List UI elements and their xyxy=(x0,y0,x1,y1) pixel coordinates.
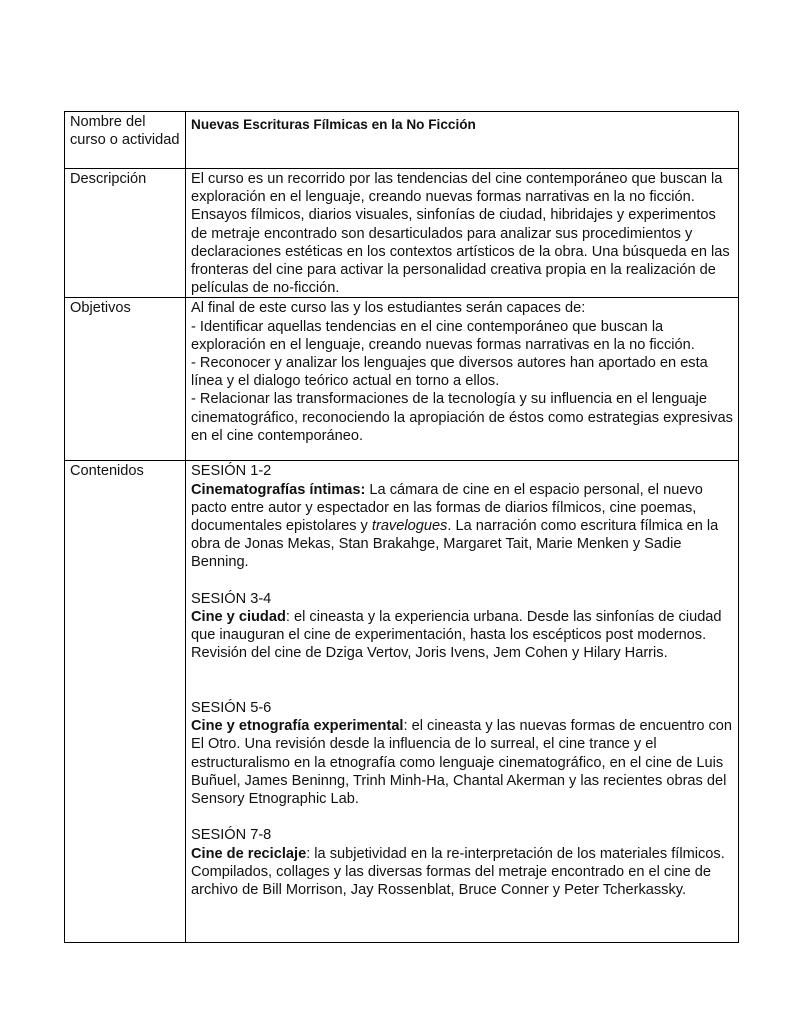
label-descripcion: Descripción xyxy=(65,169,186,298)
course-name: Nuevas Escrituras Fílmicas en la No Ficción xyxy=(191,117,476,132)
session-paragraph xyxy=(191,609,722,661)
course-name-cell xyxy=(186,112,739,169)
session-paragraph xyxy=(191,846,725,898)
session-block xyxy=(191,699,733,808)
label-contenidos: Contenidos xyxy=(65,461,186,943)
description-text: El curso es un recorrido por las tendencias del cine contemporáneo que buscan la exploración en el lenguaje, creando nuevas formas narrativas en la no ficción. Ensayos fílmicos, diarios visuales, sinfonías de ciudad, hibridajes y experimentos de metraje encontrado son desarticulados para analizar sus procedimientos y declaraciones estéticas en los contextos artísticos de la obra. Una búsqueda en las fronteras del cine para activar la personalidad creativa propia en la realización de películas de no-ficción. xyxy=(191,171,730,297)
row-contenidos xyxy=(65,461,739,943)
objective-item: - Identificar aquellas tendencias en el cine contemporáneo que buscan la exploración en el lenguaje, creando nuevas formas narrativas en la no ficción. xyxy=(191,318,695,353)
row-nombre xyxy=(65,112,739,169)
session-text: : la subjetividad en la re-interpretación de los materiales fílmicos. Compilados, collages y las diversas formas del metraje encontrado en el cine de archivo de Bill Morrison, Jay Rossenblat, Bruce Conner y Peter Tcherkassky. xyxy=(191,845,725,899)
objective-item: - Relacionar las transformaciones de la tecnología y su influencia en el lenguaje cinematográfico, reconociendo la apropiación de éstos como estrategias expresivas en el cine contemporáneo. xyxy=(191,391,733,444)
session-text: . La narración como escritura fílmica en la obra de Jonas Mekas, Stan Brakahge, Margaret Tait, Marie Menken y Sadie Benning. xyxy=(191,518,719,571)
contents-cell xyxy=(186,461,739,943)
row-descripcion xyxy=(65,169,739,298)
objective-item: - Reconocer y analizar los lenguajes que diversos autores han aportado en esta línea y el dialogo teórico actual en torno a ellos. xyxy=(191,355,708,390)
session-paragraph xyxy=(191,718,732,807)
session-heading: SESIÓN 3-4 xyxy=(191,590,272,607)
session-term: Cine y etnografía experimental xyxy=(191,718,404,735)
description-cell xyxy=(186,169,739,298)
session-heading: SESIÓN 5-6 xyxy=(191,700,272,717)
label-objetivos: Objetivos xyxy=(65,298,186,461)
session-text: : el cineasta y la experiencia urbana. Desde las sinfonías de ciudad que inauguran el cine de experimentación, hasta los escépticos post modernos. Revisión del cine de Dziga Vertov, Joris Ivens, Jem Cohen y Hilary Harris. xyxy=(191,609,722,662)
objectives-intro: Al final de este curso las y los estudiantes serán capaces de: xyxy=(191,300,586,317)
session-text: La cámara de cine en el espacio personal, el nuevo pacto entre autor y espectador en las formas de diarios fílmicos, cine poemas, documentales epistolares y xyxy=(191,481,703,535)
session-term: Cinematografías íntimas: xyxy=(191,481,366,498)
label-nombre: Nombre del curso o actividad xyxy=(65,112,186,169)
session-paragraph xyxy=(191,482,718,571)
session-term: Cine de reciclaje xyxy=(191,845,307,862)
row-objetivos xyxy=(65,298,739,461)
session-text: : el cineasta y las nuevas formas de encuentro con El Otro. Una revisión desde la influencia de lo surreal, el cine trance y el estructuralismo en la etnografía como lenguaje cinematográfico, en el cine de Luis Buñuel, James Beninng, Trinh Minh-Ha, Chantal Akerman y las recientes obras del Sensory Etnographic Lab. xyxy=(191,718,733,808)
session-block xyxy=(191,826,733,899)
session-heading: SESIÓN 1-2 xyxy=(191,463,272,480)
objectives-cell xyxy=(186,298,739,461)
session-term: Cine y ciudad xyxy=(191,609,286,626)
session-emphasis: travelogues xyxy=(371,518,448,535)
course-info-table xyxy=(64,111,739,943)
session-heading: SESIÓN 7-8 xyxy=(191,827,272,844)
session-block xyxy=(191,462,733,571)
session-block xyxy=(191,590,733,663)
